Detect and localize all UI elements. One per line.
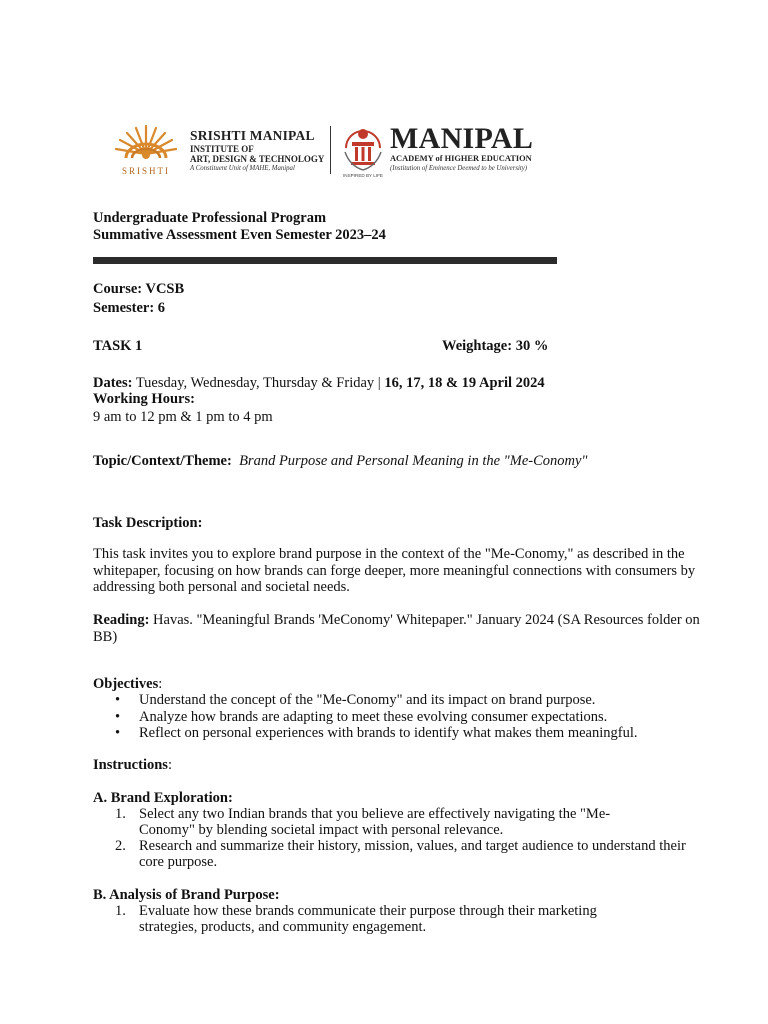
document-heading xyxy=(93,210,386,244)
srishti-line2: ART, DESIGN & TECHNOLOGY xyxy=(190,154,325,164)
manipal-sub: ACADEMY of HIGHER EDUCATION xyxy=(390,154,532,163)
working-hours-label: Working Hours: xyxy=(93,391,195,407)
semester-line: Semester: 6 xyxy=(93,300,166,316)
srishti-sun-logo-icon xyxy=(108,122,184,178)
task-label: TASK 1 xyxy=(93,338,143,354)
objectives-heading-text: Objectives xyxy=(93,676,159,692)
list-item xyxy=(93,903,653,935)
reading-body: Havas. "Meaningful Brands 'MeConomy' Whitepaper." January 2024 (SA Resources folder on BB) xyxy=(93,612,700,645)
dates-values: 16, 17, 18 & 19 April 2024 xyxy=(384,375,545,391)
program-title: Undergraduate Professional Program xyxy=(93,210,327,226)
list-item xyxy=(93,806,639,838)
srishti-name: SRISHTI MANIPAL xyxy=(190,128,315,143)
dates-label: Dates: xyxy=(93,375,133,391)
srishti-wordmark: SRISHTI xyxy=(121,166,171,176)
dates-line xyxy=(93,375,545,392)
manipal-text-block xyxy=(390,124,533,173)
weightage-label: Weightage: 30 % xyxy=(442,338,549,354)
objectives-heading xyxy=(93,676,162,693)
task-description-body: This task invites you to explore brand purpose in the context of the "Me-Conomy," as described in the whitepaper, focusing on how brands can forge deeper, more meaningful connections with consumers by addressing both personal and societal needs. xyxy=(93,546,696,595)
instructions-colon: : xyxy=(167,757,172,773)
topic-value: Brand Purpose and Personal Meaning in the "Me-Conomy" xyxy=(239,453,588,469)
instructions-heading xyxy=(93,757,172,774)
srishti-line1: INSTITUTE OF xyxy=(190,144,254,154)
manipal-emblem-icon xyxy=(340,122,386,178)
list-item: • Understand the concept of the "Me-Conomy" and its impact on brand purpose. xyxy=(93,692,638,709)
manipal-name: MANIPAL xyxy=(390,122,534,155)
list-item: • Reflect on personal experiences with brands to identify what makes them meaningful. xyxy=(93,725,638,742)
list-number: 1. xyxy=(115,806,126,822)
srishti-text-block xyxy=(190,128,324,174)
list-text: Select any two Indian brands that you believe are effectively navigating the "Me-Conomy" by blending societal impact with personal relevance. xyxy=(139,806,611,838)
topic-line xyxy=(93,453,588,470)
list-item xyxy=(93,838,703,870)
reading-label: Reading: xyxy=(93,612,150,628)
manipal-motto: INSPIRED BY LIFE xyxy=(343,173,383,178)
list-number: 2. xyxy=(115,838,126,854)
working-hours-value: 9 am to 12 pm & 1 pm to 4 pm xyxy=(93,409,273,425)
reading-line xyxy=(93,612,703,645)
dates-days: Tuesday, Wednesday, Thursday & Friday | xyxy=(132,375,385,391)
manipal-note: (Institution of Eminence Deemed to be University) xyxy=(390,165,528,172)
instructions-heading-text: Instructions xyxy=(93,757,168,773)
list-text: Research and summarize their history, mission, values, and target audience to understand their core purpose. xyxy=(139,838,686,870)
section-a-list xyxy=(93,806,703,870)
logo-banner xyxy=(108,122,538,178)
topic-label: Topic/Context/Theme: xyxy=(93,453,232,469)
objectives-colon: : xyxy=(158,676,163,692)
list-number: 1. xyxy=(115,903,126,919)
srishti-unit: A Constituent Unit of MAHE, Manipal xyxy=(190,165,295,172)
logo-divider xyxy=(330,126,331,174)
task-description-heading: Task Description: xyxy=(93,515,203,531)
section-b-list xyxy=(93,903,653,935)
course-line: Course: VCSB xyxy=(93,281,185,297)
assessment-title: Summative Assessment Even Semester 2023–24 xyxy=(93,227,386,243)
heading-rule xyxy=(93,257,557,264)
objectives-list xyxy=(93,692,638,742)
list-item: • Analyze how brands are adapting to meet these evolving consumer expectations. xyxy=(93,709,638,726)
section-a-title: A. Brand Exploration: xyxy=(93,790,233,806)
list-text: Evaluate how these brands communicate their purpose through their marketing strategies, products, and community engagement. xyxy=(139,903,597,935)
section-b-title: B. Analysis of Brand Purpose: xyxy=(93,887,280,903)
